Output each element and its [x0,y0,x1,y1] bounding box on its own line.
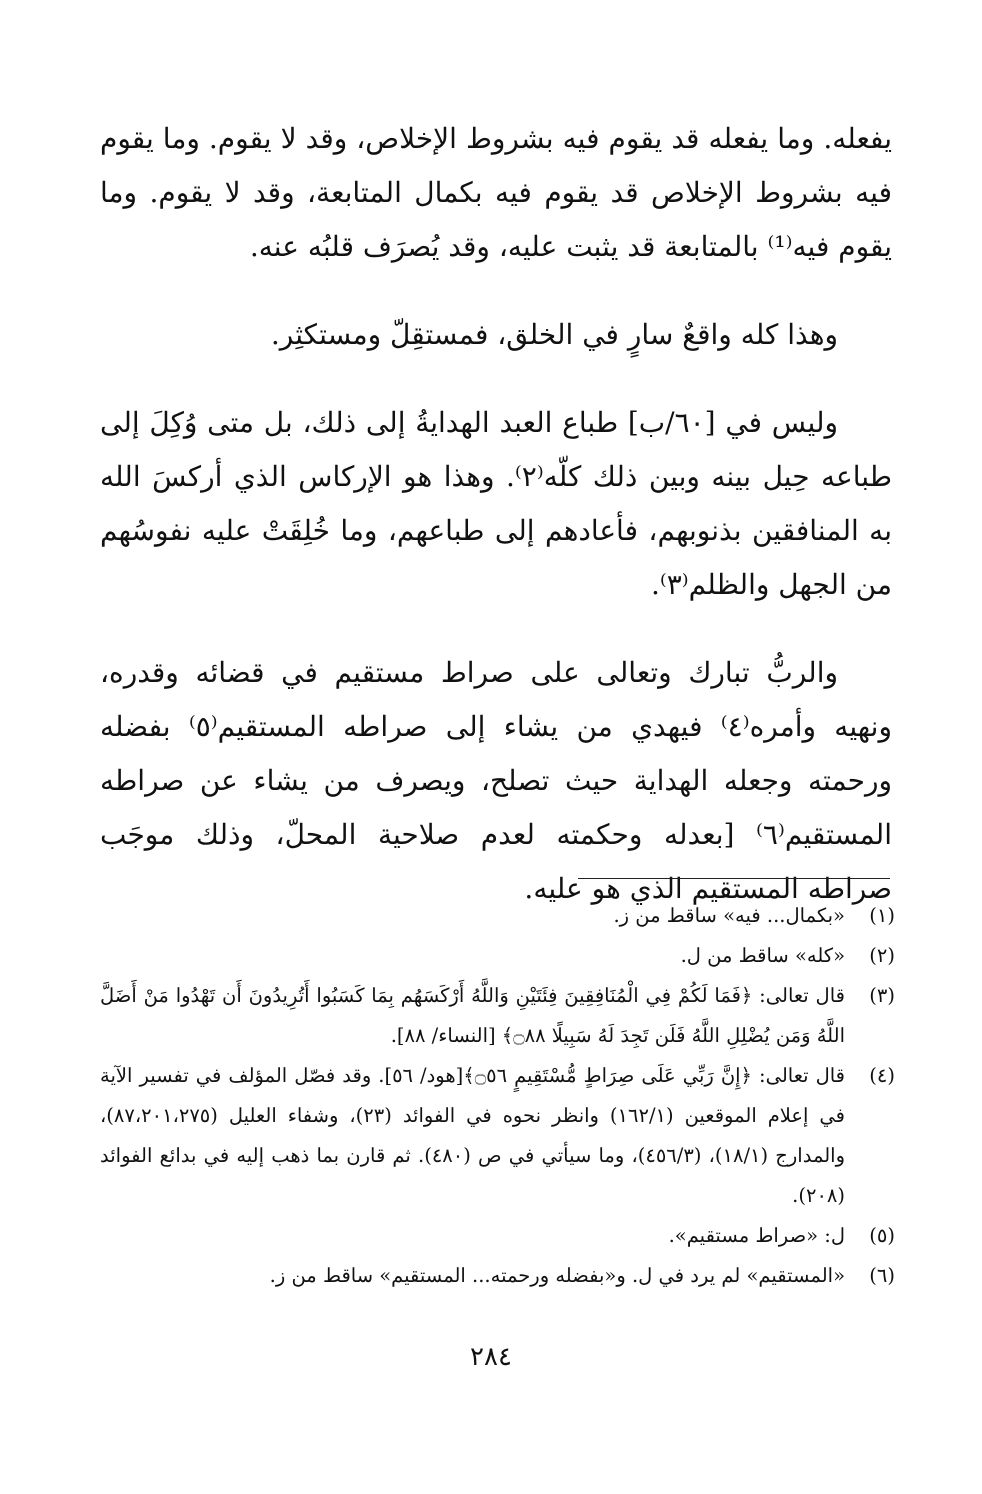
paragraph-2: وهذا كله واقعٌ سارٍ في الخلق، فمستقِلّ ومستكثِر. [270,318,838,351]
footnote-2 [100,936,895,976]
footnote-number: (٥) [869,1224,895,1247]
footnote-3 [100,976,895,1056]
footnotes [100,896,895,1296]
footnote-text: «المستقيم» لم يرد في ل. و«بفضله ورحمته... المستقيم» ساقط من ز. [269,1264,845,1287]
paragraph-3: وليس في [٦٠/ب] طباع العبد الهدايةُ إلى ذلك، بل متى وُكِلَ إلى طباعه حِيل بينه وبين ذلك كلّه⁽٢⁾. وهذا هو الإركاس الذي أركسَ الله به المنافقين بذنوبهم، فأعادهم إلى طباعهم، وما خُلِقَتْ عليه نفوسُهم من الجهل والظلم⁽٣⁾. [100,406,892,601]
footnote-text: قال تعالى: ﴿إِنَّ رَبِّي عَلَى صِرَاطٍ مُّسْتَقِيمٍ ۝٥٦﴾[هود/ ٥٦]. وقد فصّل المؤلف في تفسير الآية في إعلام الموقعين (١٦٢/١) وانظر نحوه في الفوائد (٢٣)، وشفاء العليل (٨٧،٢٠١،٢٧٥)، والمدارج (١٨/١)، (٤٥٦/٣)، وما سيأتي في ص (٤٨٠). ثم قارن بما ذهب إليه في بدائع الفوائد (٢٠٨). [100,1064,846,1207]
footnote-number: (١) [869,904,895,927]
paragraph-4: والربُّ تبارك وتعالى على صراط مستقيم في قضائه وقدره، ونهيه وأمره⁽٤⁾ فيهدي من يشاء إلى صراطه المستقيم⁽٥⁾ بفضله ورحمته وجعله الهداية حيث تصلح، ويصرف من يشاء عن صراطه المستقيم⁽٦⁾ [بعدله وحكمته لعدم صلاحية المحلّ، وذلك موجَب صراطه المستقيم الذي هو عليه. [100,656,892,905]
footnote-text: «بكمال... فيه» ساقط من ز. [613,904,845,927]
footnote-separator [578,878,890,879]
footnote-4 [100,1056,895,1216]
footnote-text: ل: «صراط مستقيم». [668,1224,845,1247]
footnote-number: (٦) [869,1264,895,1287]
footnote-1 [100,896,895,936]
main-text [100,112,892,950]
footnote-text: قال تعالى: ﴿فَمَا لَكُمْ فِي الْمُنَافِقِينَ فِئَتَيْنِ وَاللَّهُ أَرْكَسَهُم بِمَا كَسَبُوا أَتُرِيدُونَ أَن تَهْدُوا مَنْ أَضَلَّ اللَّهُ وَمَن يُضْلِلِ اللَّهُ فَلَن تَجِدَ لَهُ سَبِيلًا ۝٨٨﴾ [النساء/ ٨٨]. [100,984,845,1047]
footnote-5 [100,1216,895,1256]
footnote-number: (٤) [869,1064,895,1087]
footnote-6 [100,1256,895,1296]
footnote-text: «كله» ساقط من ل. [680,944,845,967]
paragraph-1: يفعله. وما يفعله قد يقوم فيه بشروط الإخلاص، وقد لا يقوم. وما يقوم فيه بشروط الإخلاص قد يقوم فيه بكمال المتابعة، وقد لا يقوم. وما يقوم فيه⁽¹⁾ بالمتابعة قد يثبت عليه، وقد يُصرَف قلبُه عنه. [100,122,892,263]
footnote-number: (٣) [869,984,895,1007]
footnote-number: (٢) [869,944,895,967]
page-number: ٢٨٤ [470,1342,512,1372]
